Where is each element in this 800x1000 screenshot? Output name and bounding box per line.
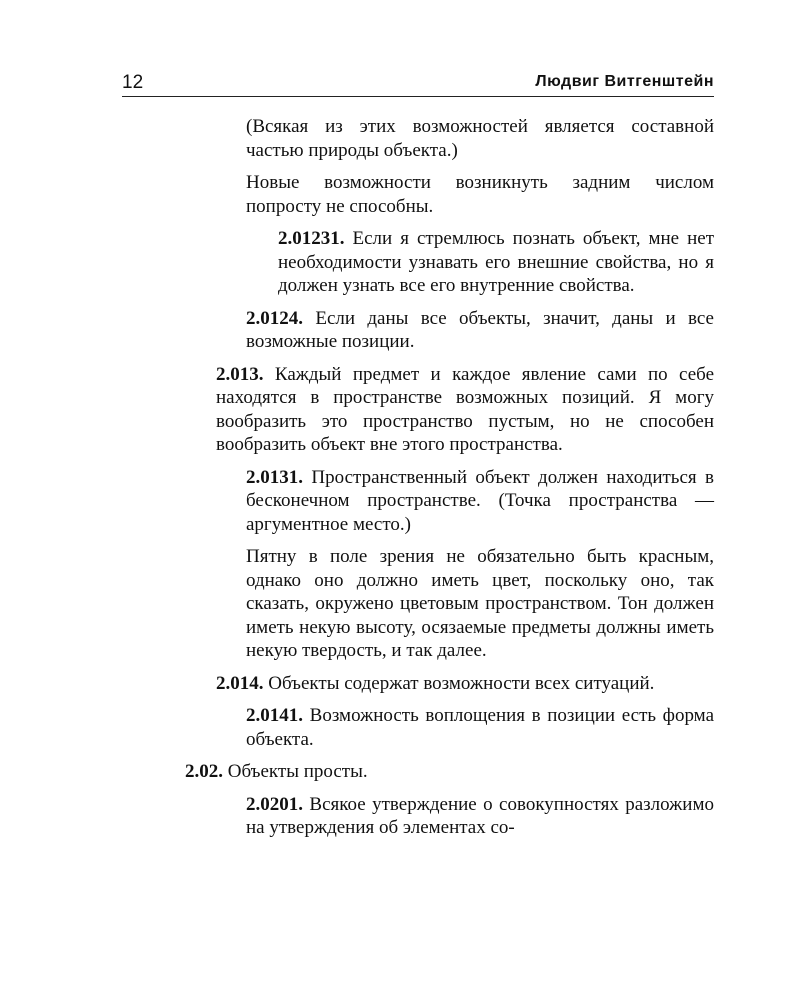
paragraph-text: Каждый предмет и каждое явление сами по себе находятся в пространстве возможных позиций. Я могу вообразить это пространство пустым, но не способен вообразить объект вне этого пространства. [216, 363, 714, 455]
section-number: 2.0124. [246, 307, 303, 329]
paragraph-text: Пятну в поле зрения не обязательно быть красным, однако оно должно иметь цвет, поскольку оно, так сказать, окружено цветовым пространством. Тон должен иметь некую высоту, осязаемые предметы должны иметь некую твердость, и так далее. [246, 546, 714, 661]
paragraph-text: Возможность воплощения в позиции есть форма объекта. [246, 705, 715, 750]
section-number: 2.0131. [246, 466, 303, 488]
running-title: Людвиг Витгенштейн [535, 73, 714, 90]
section-number: 2.01231. [278, 228, 345, 249]
paragraph-2-014 [216, 672, 714, 696]
paragraph-7 [246, 545, 714, 663]
paragraph-text: Объекты просты. [227, 761, 368, 782]
page-number: 12 [122, 72, 144, 93]
paragraph-text: (Всякая из этих возможностей является составной частью природы объекта.) [246, 116, 714, 161]
paragraph-2-01231 [278, 227, 714, 298]
paragraph-text: Всякое утверждение о совокупностях разложимо на утверждения об элементах со- [246, 793, 715, 838]
paragraph-1 [246, 115, 714, 162]
paragraph-2 [246, 171, 714, 218]
paragraph-text: Если даны все объекты, значит, даны и все возможные позиции. [246, 307, 714, 352]
page-body [0, 115, 800, 849]
page-header [122, 72, 714, 97]
paragraph-text: Новые возможности возникнуть задним числом попросту не способны. [246, 172, 714, 217]
paragraph-2-0141 [246, 704, 714, 751]
section-number: 2.0201. [246, 793, 303, 815]
section-number: 2.013. [216, 363, 264, 385]
section-number: 2.02. [185, 761, 223, 782]
paragraph-text: Пространственный объект должен находиться в бесконечном пространстве. (Точка пространства — аргументное место.) [246, 466, 715, 535]
paragraph-2-0124 [246, 307, 714, 354]
section-number: 2.0141. [246, 705, 303, 726]
paragraph-text: Объекты содержат возможности всех ситуаций. [268, 672, 655, 694]
paragraph-text: Если я стремлюсь познать объект, мне нет необходимости узнавать его внешние свойства, но я должен узнать все его внутренние свойства. [278, 228, 715, 296]
paragraph-2-013 [216, 363, 714, 457]
paragraph-2-0131 [246, 466, 714, 537]
section-number: 2.014. [216, 672, 264, 694]
paragraph-2-02 [185, 760, 714, 784]
paragraph-2-0201 [246, 793, 714, 840]
